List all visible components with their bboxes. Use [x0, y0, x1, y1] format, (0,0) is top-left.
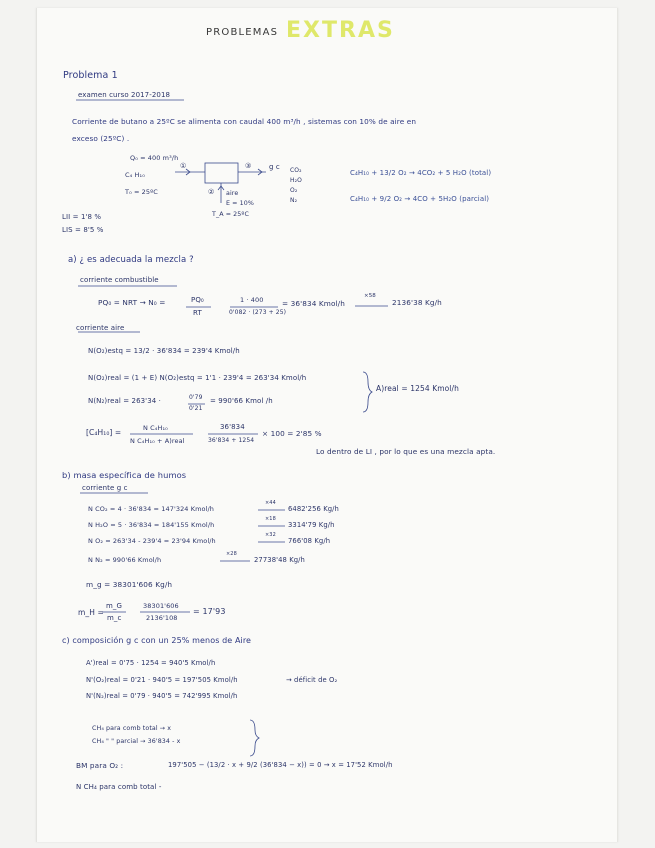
c-line-5: CH₄ " " parcial → 36'834 - x: [92, 738, 181, 745]
eq4-result: = 990'66 Kmol /h: [210, 397, 273, 405]
eq2: N(O₂)estq = 13/2 · 36'834 = 239'4 Kmol/h: [88, 347, 240, 355]
eq5-lhs: [C₄H₁₀] =: [86, 428, 122, 437]
gc-co2: N CO₂ = 4 · 36'834 = 147'324 Kmol/h: [88, 505, 214, 513]
eq5-num2: 36'834: [220, 423, 245, 431]
mh-result: = 17'93: [193, 607, 226, 616]
air-excess: E = 10%: [226, 200, 254, 207]
air-label: aire: [226, 190, 239, 197]
out-label: g c: [269, 163, 280, 171]
node-3: ③: [245, 162, 252, 170]
gc-h2o-conv: ×18: [265, 516, 276, 522]
gc-n2-conv: ×28: [226, 551, 237, 557]
feed-temp: T₀ = 25ºC: [125, 188, 158, 196]
eq1-lhs: PQ₀ = NRT → N₀ =: [98, 298, 166, 307]
c-line-6-rhs: 197'505 − (13/2 · x + 9/2 (36'834 − x)) = 0 → x = 17'52 Kmol/h: [168, 761, 393, 769]
corriente-combustible: corriente combustible: [80, 276, 159, 284]
node-1: ①: [180, 162, 187, 170]
c-line-7: N CH₄ para comb total -: [76, 783, 162, 791]
statement-line-1: Corriente de butano a 25ºC se alimenta con caudal 400 m³/h , sistemas con 10% de aire en: [72, 117, 417, 126]
gc-h2o: N H₂O = 5 · 36'834 = 184'155 Kmol/h: [88, 521, 215, 529]
eq5-den2: 36'834 + 1254: [208, 437, 255, 444]
mh-den: m_c: [107, 614, 122, 622]
statement-line-2: exceso (25ºC) .: [72, 134, 130, 143]
title-extras-highlight: EXTRAS: [286, 18, 395, 43]
eq4-lhs: N(N₂)real = 263'34 ·: [88, 397, 161, 405]
eq5-num: N C₄H₁₀: [143, 424, 168, 432]
feed-comp: C₄ H₁₀: [125, 171, 145, 179]
mh-lhs: m_H =: [78, 608, 104, 617]
eq1-num: PQ₀: [191, 296, 204, 304]
eq1-den2: 0'082 · (273 + 25): [229, 309, 287, 316]
mh-den2: 2136'108: [146, 614, 178, 622]
mh-num: m_G: [106, 602, 123, 610]
c-line-6-lhs: BM para O₂ :: [76, 761, 124, 770]
brace-a: [363, 372, 372, 412]
title-problemas: PROBLEMAS: [206, 27, 279, 38]
gc-n2: N N₂ = 990'66 Kmol/h: [88, 556, 162, 564]
brace-c: [250, 720, 259, 756]
c-line-4: CH₄ para comb total → x: [92, 725, 172, 732]
gc-h2o-res: 3314'79 Kg/h: [288, 521, 335, 529]
part-c-question: c) composición g c con un 25% menos de Aire: [62, 636, 252, 645]
product-h2o: H₂O: [290, 177, 302, 184]
part-a-question: a) ¿ es adecuada la mezcla ?: [68, 255, 194, 265]
product-co2: CO₂: [290, 167, 302, 174]
part-a-conclusion: Lo dentro de LI , por lo que es una mezcla apta.: [316, 447, 496, 456]
lii: LII = 1'8 %: [62, 213, 102, 221]
eq1-conv: 2136'38 Kg/h: [392, 298, 442, 307]
eq5-result: × 100 = 2'85 %: [262, 429, 322, 438]
eq1-conv-label: ×58: [364, 293, 376, 299]
corriente-gc: corriente g c: [82, 484, 128, 492]
eq4-num: 0'79: [189, 394, 203, 401]
air-temp: T_A = 25ºC: [212, 211, 249, 218]
eq3-side: A)real = 1254 Kmol/h: [376, 384, 459, 393]
eq5-den: N C₄H₁₀ + A)real: [130, 437, 185, 445]
gc-co2-res: 6482'256 Kg/h: [288, 505, 339, 513]
c-line-2-note: → déficit de O₂: [286, 676, 338, 684]
exam-label: examen curso 2017-2018: [78, 91, 171, 99]
eq1-den: RT: [193, 309, 202, 317]
node-2: ②: [208, 188, 215, 196]
gc-co2-conv: ×44: [265, 500, 276, 506]
gc-o2-conv: ×32: [265, 532, 276, 538]
reaction-partial: C₄H₁₀ + 9/2 O₂ → 4CO + 5H₂O (parcial): [350, 195, 490, 203]
lis: LIS = 8'5 %: [62, 226, 104, 234]
product-o2: O₂: [290, 187, 298, 194]
reactor-box: [205, 163, 238, 183]
reaction-total: C₄H₁₀ + 13/2 O₂ → 4CO₂ + 5 H₂O (total): [350, 169, 492, 177]
c-line-2: N'(O₂)real = 0'21 · 940'5 = 197'505 Kmol/h: [86, 676, 238, 684]
gc-o2: N O₂ = 263'34 - 239'4 = 23'94 Kmol/h: [88, 537, 216, 545]
eq1-num2: 1 · 400: [240, 296, 264, 304]
c-line-1: A')real = 0'75 · 1254 = 940'5 Kmol/h: [86, 659, 216, 667]
gc-o2-res: 766'08 Kg/h: [288, 537, 331, 545]
problem-label: Problema 1: [63, 70, 118, 81]
product-n2: N₂: [290, 197, 298, 204]
mg: m_g = 38301'606 Kg/h: [86, 580, 173, 589]
c-line-3: N'(N₂)real = 0'79 · 940'5 = 742'995 Kmol/h: [86, 692, 238, 700]
mh-num2: 38301'606: [143, 602, 179, 610]
feed-flow: Q₀ = 400 m³/h: [130, 154, 179, 162]
gc-n2-res: 27738'48 Kg/h: [254, 556, 305, 564]
corriente-aire: corriente aire: [76, 324, 125, 332]
eq3: N(O₂)real = (1 + E) N(O₂)estq = 1'1 · 239'4 = 263'34 Kmol/h: [88, 374, 307, 382]
part-b-question: b) masa específica de humos: [62, 470, 187, 480]
eq1-result: = 36'834 Kmol/h: [282, 299, 345, 308]
eq4-den: 0'21: [189, 405, 203, 412]
